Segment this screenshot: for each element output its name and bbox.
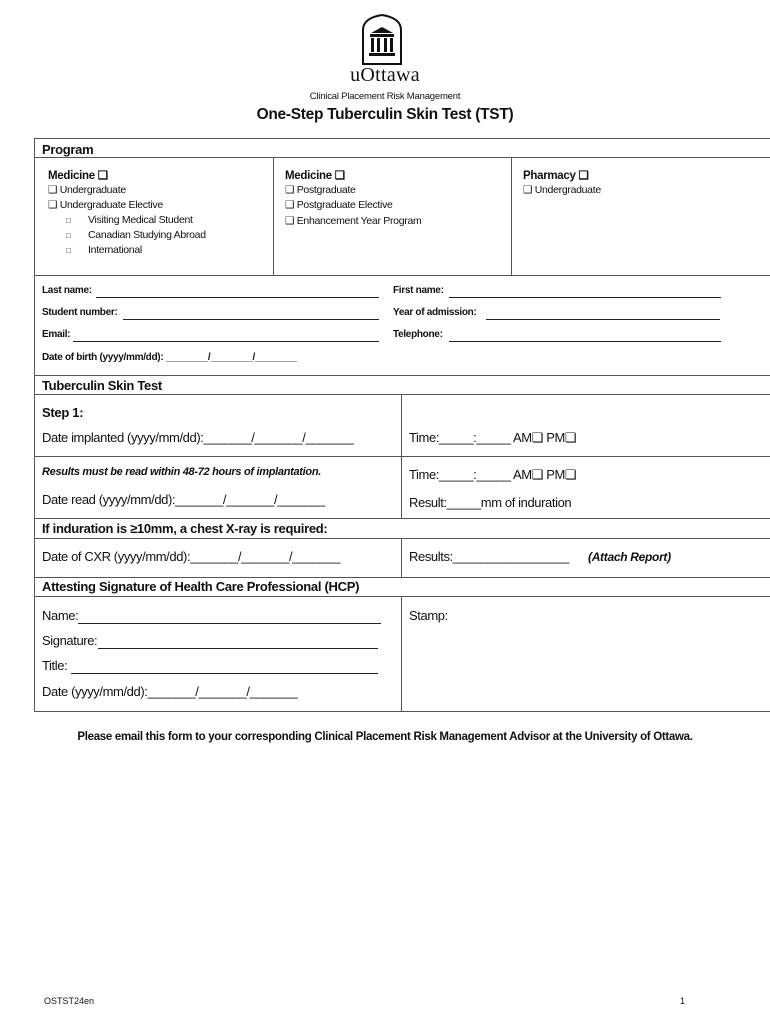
- attach-report-note: (Attach Report): [588, 550, 671, 564]
- hcp-title-field[interactable]: [71, 673, 378, 674]
- pharmacy-title[interactable]: Pharmacy ❑: [523, 170, 589, 182]
- result-induration-field[interactable]: Result:_____mm of induration: [409, 495, 572, 510]
- page-title: One-Step Tuberculin Skin Test (TST): [256, 106, 514, 123]
- option-international: International: [88, 244, 142, 256]
- date-of-birth-field[interactable]: Date of birth (yyyy/mm/dd): ________/________/________: [42, 352, 298, 363]
- hcp-heading: Attesting Signature of Health Care Professional (HCP): [42, 579, 360, 594]
- hcp-signature-field[interactable]: [98, 648, 378, 649]
- checkbox-international-bullet[interactable]: □: [66, 246, 71, 255]
- year-of-admission-label: Year of admission:: [393, 307, 477, 318]
- checkbox-enhancement-year[interactable]: ❑ Enhancement Year Program: [285, 215, 422, 227]
- telephone-label: Telephone:: [393, 329, 443, 340]
- hcp-signature-label: Signature:: [42, 633, 98, 648]
- form-code: OSTST24en: [44, 996, 95, 1006]
- hcp-name-label: Name:: [42, 608, 79, 623]
- student-number-label: Student number:: [42, 307, 118, 318]
- option-canadian-studying-abroad: Canadian Studying Abroad: [88, 229, 206, 241]
- brand-name: uOttawa: [350, 64, 420, 86]
- date-implanted-field[interactable]: Date implanted (yyyy/mm/dd):_______/_______/_______: [42, 430, 354, 445]
- time-implanted-field[interactable]: Time:_____:_____ AM❑ PM❑: [409, 430, 577, 445]
- checkbox-visiting-bullet[interactable]: □: [66, 216, 71, 225]
- cxr-date-field[interactable]: Date of CXR (yyyy/mm/dd):_______/_______/_______: [42, 549, 341, 564]
- checkbox-undergraduate[interactable]: ❑ Undergraduate: [48, 184, 126, 196]
- email-instruction: Please email this form to your corresponding Clinical Placement Risk Management Advisor at the University of Ottawa.: [77, 731, 693, 743]
- first-name-label: First name:: [393, 285, 444, 296]
- checkbox-postgraduate[interactable]: ❑ Postgraduate: [285, 184, 356, 196]
- email-field[interactable]: [73, 341, 379, 342]
- time-read-field[interactable]: Time:_____:_____ AM❑ PM❑: [409, 467, 577, 482]
- form-frame: [34, 138, 770, 712]
- cxr-results-field[interactable]: Results:_________________: [409, 549, 569, 564]
- hcp-title-label: Title:: [42, 658, 68, 673]
- checkbox-canadian-bullet[interactable]: □: [66, 231, 71, 240]
- student-number-field[interactable]: [123, 319, 379, 320]
- checkbox-undergraduate-elective[interactable]: ❑ Undergraduate Elective: [48, 199, 163, 211]
- results-timing-note: Results must be read within 48-72 hours of implantation.: [42, 466, 322, 478]
- program-heading: Program: [42, 142, 94, 157]
- hcp-name-field[interactable]: [78, 623, 381, 624]
- telephone-field[interactable]: [449, 341, 721, 342]
- stamp-label: Stamp:: [409, 608, 448, 623]
- checkbox-postgraduate-elective[interactable]: ❑ Postgraduate Elective: [285, 199, 393, 211]
- last-name-label: Last name:: [42, 285, 92, 296]
- date-read-field[interactable]: Date read (yyyy/mm/dd):_______/_______/_______: [42, 492, 325, 507]
- last-name-field[interactable]: [96, 297, 379, 298]
- step-1-label: Step 1:: [42, 405, 84, 420]
- year-of-admission-field[interactable]: [486, 319, 720, 320]
- page-number: 1: [680, 996, 686, 1006]
- header-subtitle: Clinical Placement Risk Management: [309, 91, 461, 102]
- first-name-field[interactable]: [449, 297, 721, 298]
- hcp-date-field[interactable]: Date (yyyy/mm/dd):_______/_______/_______: [42, 684, 298, 699]
- medicine-undergrad-title[interactable]: Medicine ❑: [48, 170, 108, 182]
- checkbox-pharmacy-undergraduate[interactable]: ❑ Undergraduate: [523, 184, 601, 196]
- cxr-heading: If induration is ≥10mm, a chest X-ray is required:: [42, 521, 328, 536]
- option-visiting-medical-student: Visiting Medical Student: [88, 214, 193, 226]
- email-label: Email:: [42, 329, 71, 340]
- university-crest-logo: [357, 12, 407, 68]
- medicine-postgrad-title[interactable]: Medicine ❑: [285, 170, 345, 182]
- tst-heading: Tuberculin Skin Test: [42, 378, 162, 393]
